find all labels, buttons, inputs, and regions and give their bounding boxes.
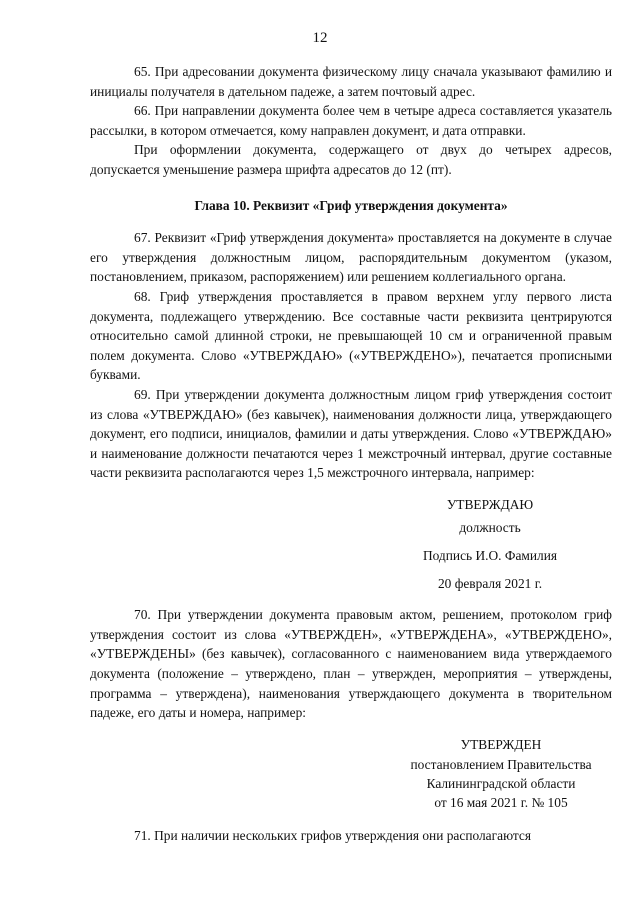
paragraph-68: 68. Гриф утверждения проставляется в правом верхнем углу первого листа документа, подлежащего утверждению. Все составные части реквизита центрируются относительно самой длинной строки, не превышающей 10 см и ограниченной правым полем документа. Слово «УТВЕРЖДАЮ» («УТВЕРЖДЕНО»), печатается прописными буквами. [90,288,612,383]
paragraph-66: 66. При направлении документа более чем в четыре адреса составляется указатель рассылки, в котором отмечается, кому направлен документ, и дата отправки. [90,103,612,138]
chapter-title: Глава 10. Реквизит «Гриф утверждения документа» [194,197,508,213]
approval-stamp-example-1 [390,495,590,593]
approval-act-line-2: Калининградской области [426,776,576,792]
paragraph-66-note: При оформлении документа, содержащего от двух до четырех адресов, допускается уменьшение размера шрифта адресатов до 12 (пт). [90,142,612,177]
approval-title: УТВЕРЖДАЮ [446,496,534,512]
document-body [90,62,612,846]
paragraph-65: 65. При адресовании документа физическому лицу сначала указывают фамилию и инициалы получателя в дательном падеже, а затем почтовый адрес. [90,64,612,99]
paragraph-69: 69. При утверждении документа должностным лицом гриф утверждения состоит из слова «УТВЕРЖДАЮ» (без кавычек), наименования должности лица, утверждающего документ, его подписи, инициалов, фамилии и даты утверждения. Слово «УТВЕРЖДАЮ» и наименование должности печатаются через 1 межстрочный интервал, другие составные части реквизита располагаются через 1,5 межстрочного интервала, например: [90,386,612,481]
paragraph-71: 71. При наличии нескольких грифов утверждения они располагаются [134,828,532,844]
approval-signature: Подпись И.О. Фамилия [422,548,558,564]
approval-position: должность [459,520,521,536]
approval-act-line-3: от 16 мая 2021 г. № 105 [434,795,568,811]
approval-stamp-example-2 [396,735,606,813]
paragraph-70: 70. При утверждении документа правовым актом, решением, протоколом гриф утверждения состоит из слова «УТВЕРЖДЕН», «УТВЕРЖДЕНА», «УТВЕРЖДЕНО», «УТВЕРЖДЕНЫ» (без кавычек), согласованного с наименованием вида утверждаемого документа (положение – утверждено, план – утвержден, мероприятия – утверждены, программа – утверждена), наименования утверждающего документа в творительном падеже, его даты и номера, например: [90,607,612,721]
page-number: 12 [312,30,328,46]
approval-title: УТВЕРЖДЕН [460,736,542,752]
approval-date: 20 февраля 2021 г. [437,575,543,591]
paragraph-67: 67. Реквизит «Гриф утверждения документа» проставляется на документе в случае его утверждения должностным лицом, распорядительным документом (указом, постановлением, приказом, распоряжением) или решением коллегиального органа. [90,230,612,285]
approval-act-line-1: постановлением Правительства [410,757,592,773]
